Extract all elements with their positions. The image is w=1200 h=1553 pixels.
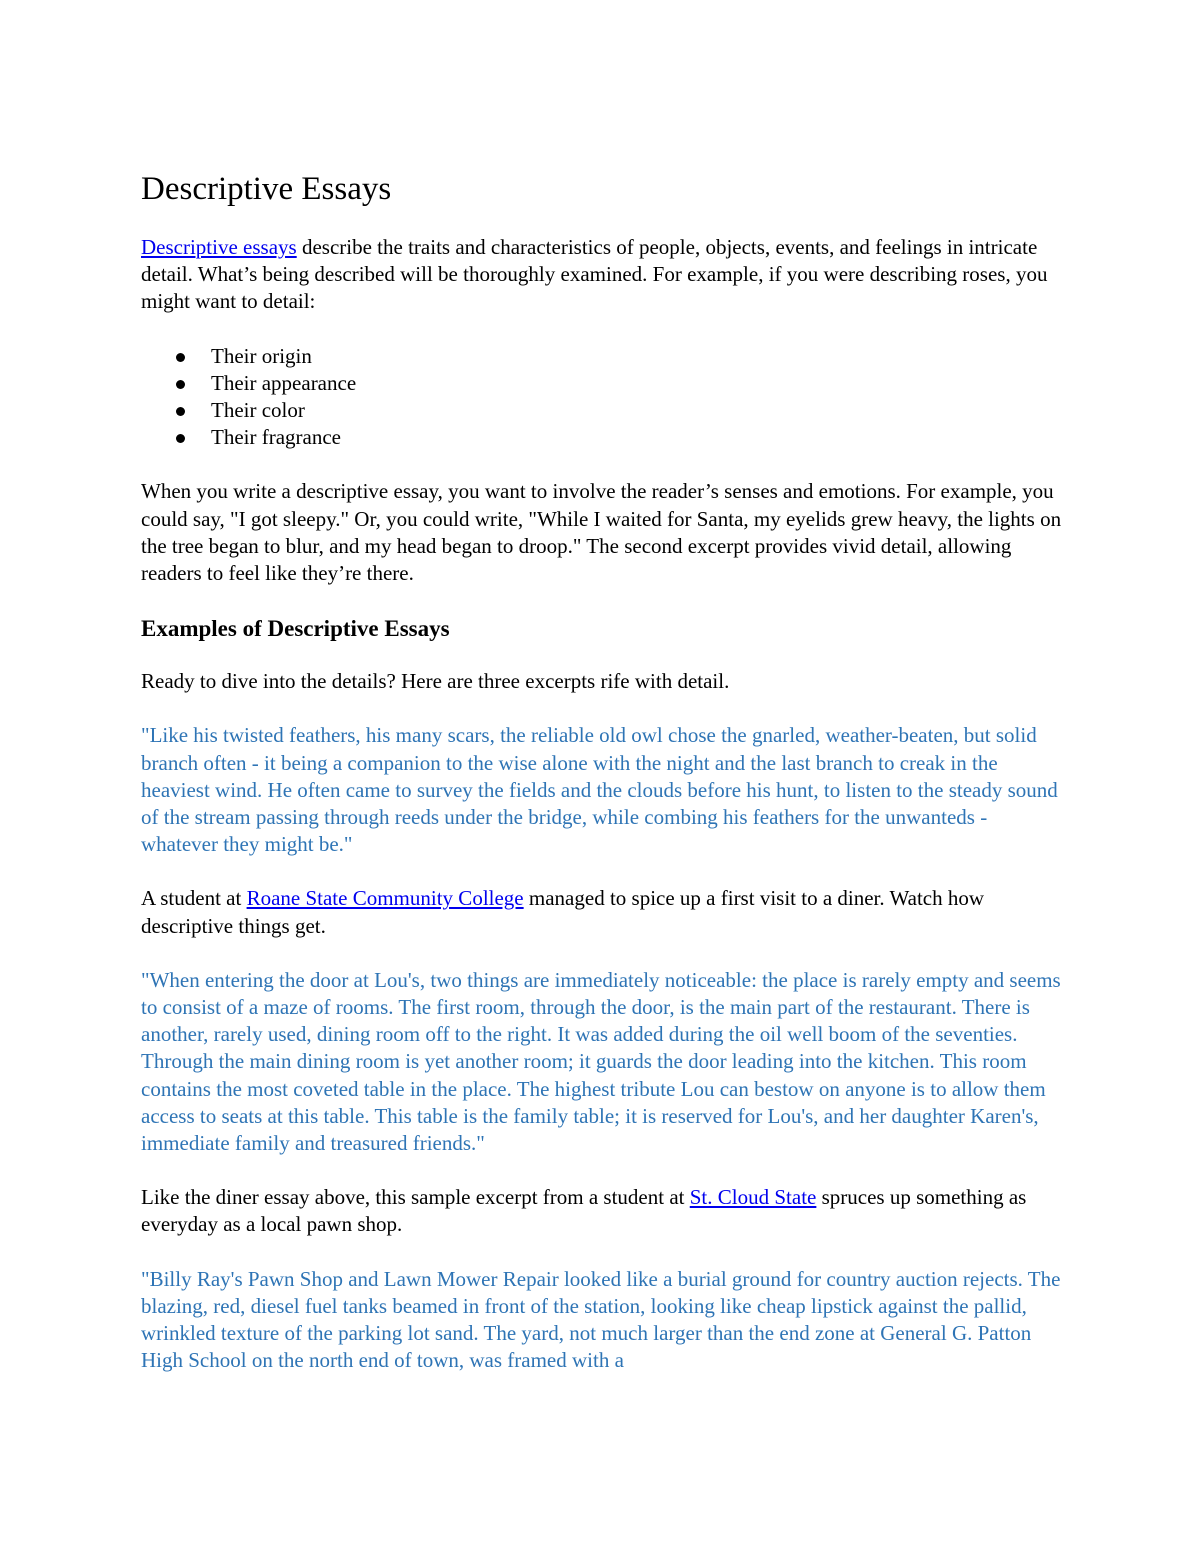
list-item-text: Their fragrance [211, 425, 341, 450]
intro-text: describe the traits and characteristics of people, objects, events, and feelings in intricate detail. What’s being described will be thoroughly examined. For example, if you were describing roses, you might want to detail: [141, 235, 1048, 314]
document-title: Descriptive Essays [141, 171, 392, 207]
bullet-icon [176, 407, 185, 416]
roane-text-after: managed to spice up a first visit to a diner. Watch how descriptive things get. [141, 886, 985, 938]
list-item-text: Their origin [211, 343, 312, 368]
descriptive-essays-link[interactable]: Descriptive essays [141, 235, 297, 259]
bullet-icon [176, 353, 185, 362]
roane-paragraph [141, 885, 1066, 939]
stcloud-text-before: Like the diner essay above, this sample excerpt from a student at [141, 1185, 690, 1210]
bullet-icon [176, 434, 185, 443]
bullet-icon [176, 380, 185, 389]
list-item [141, 370, 1066, 397]
list-item [141, 343, 1066, 370]
roane-state-link[interactable]: Roane State Community College [246, 886, 524, 911]
document-page [141, 168, 1066, 1402]
diner-quote: "When entering the door at Lou's, two things are immediately noticeable: the place is rarely empty and seems to consist of a maze of rooms. The first room, through the door, is the main part of the restaurant. There is another, rarely used, dining room off to the right. It was added during the oil well boom of the seventies. Through the main dining room is yet another room; it guards the door leading into the kitchen. This room contains the most coveted table in the place. The highest tribute Lou can bestow on anyone is to allow them access to seats at this table. This table is the family table; it is reserved for Lou's, and her daughter Karen's, immediate family and treasured friends." [141, 967, 1061, 1156]
examples-heading: Examples of Descriptive Essays [141, 616, 450, 642]
owl-quote: "Like his twisted feathers, his many scars, the reliable old owl chose the gnarled, weather-beaten, but solid branch often - it being a companion to the wise alone with the night and the last branch to creak in the heaviest wind. He often came to survey the fields and the clouds before his hunt, to listen to the steady sound of the stream passing through reeds under the bridge, while combing his feathers for the unwanteds - whatever they might be." [141, 723, 1058, 857]
roane-text-before: A student at [141, 886, 247, 911]
examples-intro-paragraph: Ready to dive into the details? Here are three excerpts rife with detail. [141, 669, 730, 694]
list-item [141, 397, 1066, 424]
intro-paragraph [141, 234, 1066, 316]
st-cloud-state-link[interactable]: St. Cloud State [689, 1185, 817, 1210]
list-item [141, 424, 1066, 451]
stcloud-text-after: spruces up something as everyday as a local pawn shop. [141, 1185, 1027, 1237]
list-item-text: Their color [211, 398, 305, 423]
stcloud-paragraph [141, 1184, 1066, 1238]
pawn-shop-quote: "Billy Ray's Pawn Shop and Lawn Mower Repair looked like a burial ground for country auction rejects. The blazing, red, diesel fuel tanks beamed in front of the station, looking like cheap lipstick against the pallid, wrinkled texture of the parking lot sand. The yard, not much larger than the end zone at General G. Patton High School on the north end of town, was framed with a [141, 1266, 1061, 1373]
senses-paragraph: When you write a descriptive essay, you want to involve the reader’s senses and emotions. For example, you could say, "I got sleepy." Or, you could write, "While I waited for Santa, my eyelids grew heavy, the lights on the tree began to blur, and my head began to droop." The second excerpt provides vivid detail, allowing readers to feel like they’re there. [141, 479, 1062, 586]
rose-details-list [141, 343, 1066, 452]
list-item-text: Their appearance [211, 370, 357, 395]
